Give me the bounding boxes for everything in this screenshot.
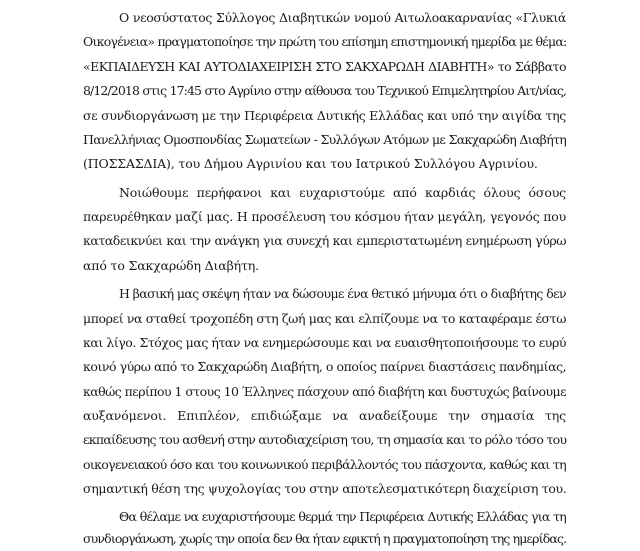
text-line: παρευρέθηκαν μαζί μας. Η προσέλευση του κόσμου ήταν μεγάλη, γεγονός που	[83, 209, 567, 224]
text-line: Οικογένεια» πραγματοποίησε την πρώτη του επίσημη επιστημονική ημερίδα με θέμα:	[83, 34, 567, 49]
text-line: Θα θέλαμε να ευχαριστήσουμε θερμά την Περιφέρεια Δυτικής Ελλάδας για τη	[119, 509, 566, 524]
text-line: εκπαίδευσης του ασθενή στην αυτοδιαχείριση του, τη σημασία και το ρόλο τόσο του	[83, 432, 567, 447]
text-line: Πανελλήνιας Ομοσπονδίας Σωματείων - Συλλόγων Ατόμων με Σακχαρώδη Διαβήτη	[83, 132, 566, 147]
text-line: οικογενειακού όσο και του κοινωνικού περιβάλλοντός του πάσχοντα, καθώς και τη	[83, 457, 566, 472]
text-line: Ο νεοσύστατος Σύλλογος Διαβητικών νομού Αιτωλοακαρνανίας «Γλυκιά	[119, 10, 566, 25]
text-line: καταδεικνύει και την ανάγκη για συνεχή και εμπεριστατωμένη ενημέρωση γύρω	[83, 233, 566, 248]
text-line: 8/12/2018 στις 17:45 στο Αγρίνιο στην αίθουσα του Τεχνικού Επιμελητηρίου Αιτ/νίας,	[83, 83, 566, 98]
text-line: «ΕΚΠΑΙΔΕΥΣΗ ΚΑΙ ΑΥΤΟΔΙΑΧΕΙΡΙΣΗ ΣΤΟ ΣΑΚΧΑΡΩΔΗ ΔΙΑΒΗΤΗ» το Σάββατο	[83, 59, 566, 74]
text-line: συνδιοργάνωση, χωρίς την οποία δεν θα ήταν εφικτή η πραγματοποίηση της ημερίδας.	[83, 531, 567, 546]
text-line: από το Σακχαρώδη Διαβήτη.	[83, 258, 259, 273]
text-line: μπορεί να σταθεί τροχοπέδη στη ζωή μας και ελπίζουμε να το καταφέραμε έστω	[83, 311, 566, 326]
text-line: αυξανόμενοι. Επιπλέον, επιδιώξαμε να αναδείξουμε την σημασία της	[83, 408, 566, 423]
text-line: Η βασική μας σκέψη ήταν να δώσουμε ένα θετικό μήνυμα ότι ο διαβήτης δεν	[119, 286, 567, 301]
text-line: σε συνδιοργάνωση με την Περιφέρεια Δυτικής Ελλάδας και υπό την αιγίδα της	[83, 108, 566, 123]
text-line: καθώς περίπου 1 στους 10 Έλληνες πάσχουν από διαβήτη και δυστυχώς βαίνουμε	[83, 384, 566, 399]
text-line: Νοιώθουμε περήφανοι και ευχαριστούμε από καρδιάς όλους όσους	[119, 185, 566, 200]
text-line: σημαντική θέση της ψυχολογίας του στην αποτελεσματικότερη διαχείριση του.	[83, 481, 567, 496]
text-line: και λίγο. Στόχος μας ήταν να ενημερώσουμε και να ευαισθητοποιήσουμε το ευρύ	[83, 335, 566, 350]
text-line: κοινό γύρω από το Σακχαρώδη Διαβήτη, ο οποίος παίρνει διαστάσεις πανδημίας,	[83, 359, 567, 374]
text-line: (ΠΟΣΣΑΣΔΙΑ), του Δήμου Αγρινίου και του Ιατρικού Συλλόγου Αγρινίου.	[83, 156, 538, 171]
